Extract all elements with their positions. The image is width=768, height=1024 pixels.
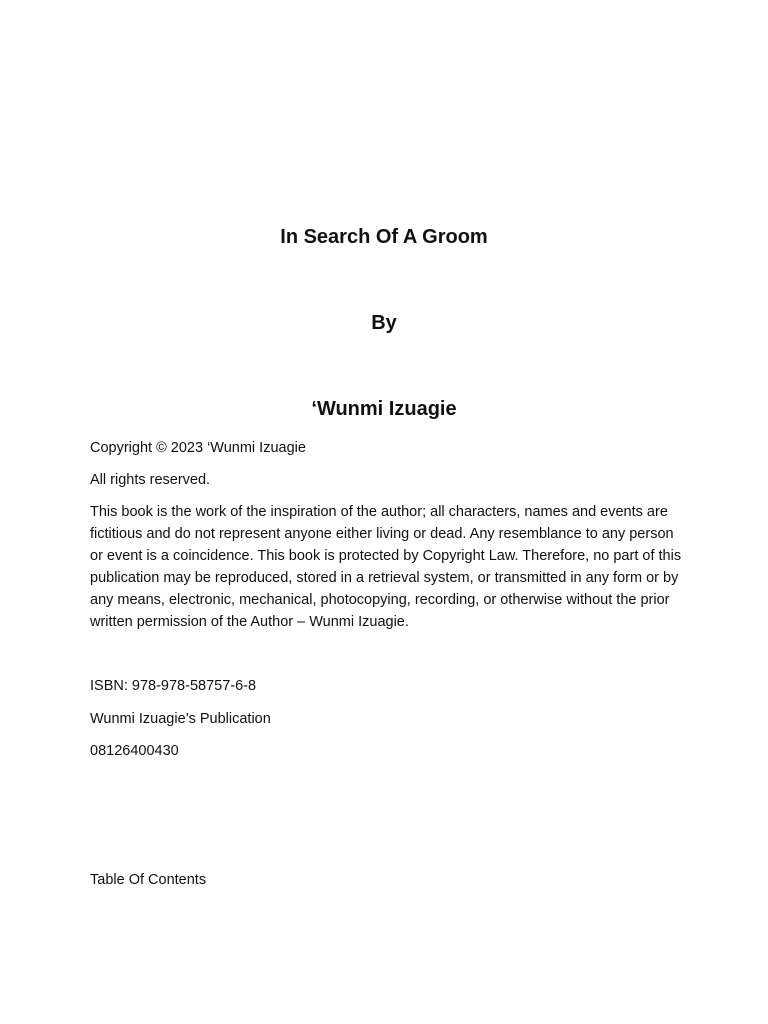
table-of-contents-heading: Table Of Contents — [90, 872, 207, 888]
isbn-line: ISBN: 978-978-58757-6-8 — [90, 678, 257, 694]
book-title: In Search Of A Groom — [280, 226, 488, 248]
author-name: ‘Wunmi Izuagie — [311, 398, 457, 420]
disclaimer-paragraph: This book is the work of the inspiration of the author; all characters, names and events are fictitious and do not represent anyone either living or dead. Any resemblance to any person or event is a coincidence. This book is protected by Copyright Law. Therefore, no part of this publication may be reproduced, stored in a retrieval system, or transmitted in any form or by any means, electronic, mechanical, photocopying, recording, or otherwise without the prior written permission of the Author – Wunmi Izuagie. — [90, 504, 682, 630]
rights-reserved: All rights reserved. — [90, 472, 211, 488]
phone-number: 08126400430 — [90, 743, 179, 759]
copyright-notice: Copyright © 2023 ‘Wunmi Izuagie — [90, 440, 306, 456]
by-line: By — [371, 312, 397, 334]
publisher-line: Wunmi Izuagie’s Publication — [90, 711, 271, 727]
